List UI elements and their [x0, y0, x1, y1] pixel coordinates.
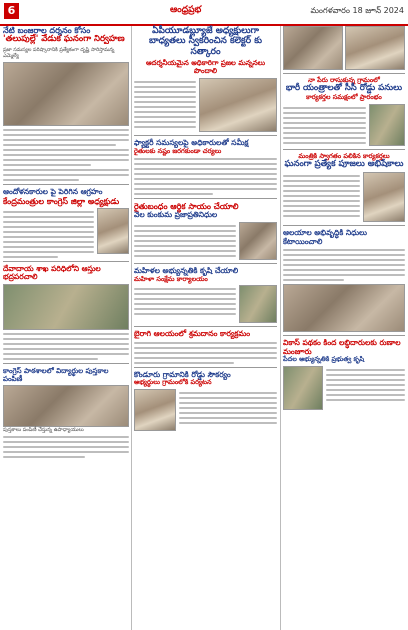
article-subheadline: రైతులకు నష్టం జరగకుండా చర్యలు [134, 146, 222, 155]
article-headline: నేటి బంజరాల దర్శనం కోసం [3, 26, 91, 35]
article-headline: ఆలయాల అభివృద్ధికి నిధులు కేటాయించాలి [283, 227, 367, 246]
article-subheadline: కేంద్రమంత్రుల కాంగ్రెస్ జిల్లా అధ్యక్షుడు [3, 196, 120, 206]
article-headline: ఆందోళనకారుల పై పెరిగిన ఆగ్రహం [3, 186, 103, 196]
article-subheadline: 'తలుపుల్లే' వేడుక ఘనంగా నిర్వహణ [3, 34, 125, 45]
article-headline: మహిళల అభ్యున్నతికి కృషి చేయాలి [134, 266, 239, 276]
news-photo [363, 172, 405, 222]
newspaper-name: ఆంధ్రప్రభ [170, 5, 202, 15]
article-subheadline: అభ్యర్థులు గ్రామంలోకి పర్యటన [134, 378, 212, 387]
article-headline: భారీ యంత్రాలతో సీసీ రోడ్డు పనులు [285, 83, 403, 94]
article-headline: రైతుబంధం ఆర్థిక సాయం చేయాలి [134, 202, 239, 212]
article-headline: ఫ్యాక్టరీ సమస్యలపై అధికారులతో సమీక్ష [134, 138, 249, 148]
news-photo [3, 284, 129, 330]
article-headline: ఘనంగా ప్రత్యేక పూజలు అభిషేకాలు [284, 159, 404, 170]
banner-headline: ఏపీయూడబ్ల్యూజే అధ్యక్షులుగా బాధ్యతలు స్వీకరించిన కలెక్టర్ కు సత్కారం [148, 26, 263, 57]
news-photo [345, 26, 405, 70]
article-body [134, 158, 277, 195]
article-headline: కొండూరు గ్రామానికి రోడ్డు సౌకర్యం [134, 369, 231, 379]
article-body [134, 285, 236, 323]
photo-caption: పుస్తకాలు పంపిణీ చేస్తున్న ఉపాధ్యాయులు [3, 427, 84, 434]
page-header [0, 0, 408, 26]
article-body [283, 104, 366, 146]
middle-column [134, 26, 277, 431]
portrait-photo [239, 222, 277, 260]
portrait-photo [239, 285, 277, 323]
news-photo [134, 389, 176, 431]
article-body [283, 249, 405, 281]
article-headline: కాంగ్రెస్ పాఠశాలలో విద్యార్థుల పుస్తకాల పంపిణీ [3, 367, 109, 384]
article-body [134, 222, 236, 260]
banner-subheadline: ఆదర్శనీయమైన అధికారిగా ప్రజల మన్ననలు పొందాలి [145, 59, 266, 76]
article-lead: ప్రజా సమస్యల పరిష్కారానికి ప్రత్యేకంగా దృష్టి సారిస్తామన్న ఎమ్మెల్యే [3, 46, 115, 59]
right-column [283, 26, 405, 410]
news-photo [3, 385, 129, 427]
article-body [326, 366, 405, 410]
article-kicker: నా పేరు రాసుకున్న గ్రామంలో [308, 76, 380, 84]
portrait-photo [97, 208, 129, 254]
article-body [179, 389, 277, 431]
article-subheadline: కార్యకర్తల సమక్షంలో ప్రారంభం [306, 93, 382, 102]
article-kicker: మంత్రికి స్వాగతం పలికిన కార్యకర్తలు [298, 151, 390, 160]
article-subheadline: వెల కుంకుమ ప్రజాప్రతినిధుల [134, 210, 218, 220]
news-photo [3, 62, 129, 126]
issue-date: మంగళవారం 18 జూన్ 2024 [310, 6, 404, 15]
left-column [3, 26, 129, 460]
article-subheadline: పేదల అభ్యున్నతికి ప్రభుత్వ కృషి [283, 355, 365, 364]
news-photo [283, 284, 405, 332]
page-number: 6 [4, 3, 19, 19]
article-body [3, 129, 129, 181]
article-headline: బైరాగి ఆలయంలో శ్రమదానం కార్యక్రమం [134, 329, 251, 339]
article-headline: వికాస్ పథకం కింద లబ్ధిదారులకు రుణాల మంజూరు [283, 338, 401, 356]
article-body [134, 78, 196, 132]
article-body [283, 172, 360, 222]
article-headline: దేవాదాయ శాఖ పరిధిలోని ఆస్తుల భద్రపరచాలి [3, 263, 101, 282]
article-body [3, 436, 129, 458]
article-body [3, 208, 94, 258]
news-photo [199, 78, 277, 132]
news-photo [283, 366, 323, 410]
article-body [3, 333, 129, 360]
article-body [134, 342, 277, 364]
news-photo [283, 26, 343, 70]
portrait-photo [369, 104, 405, 146]
article-subheadline: మహిళా సంక్షేమ కార్యాలయం [134, 274, 208, 283]
